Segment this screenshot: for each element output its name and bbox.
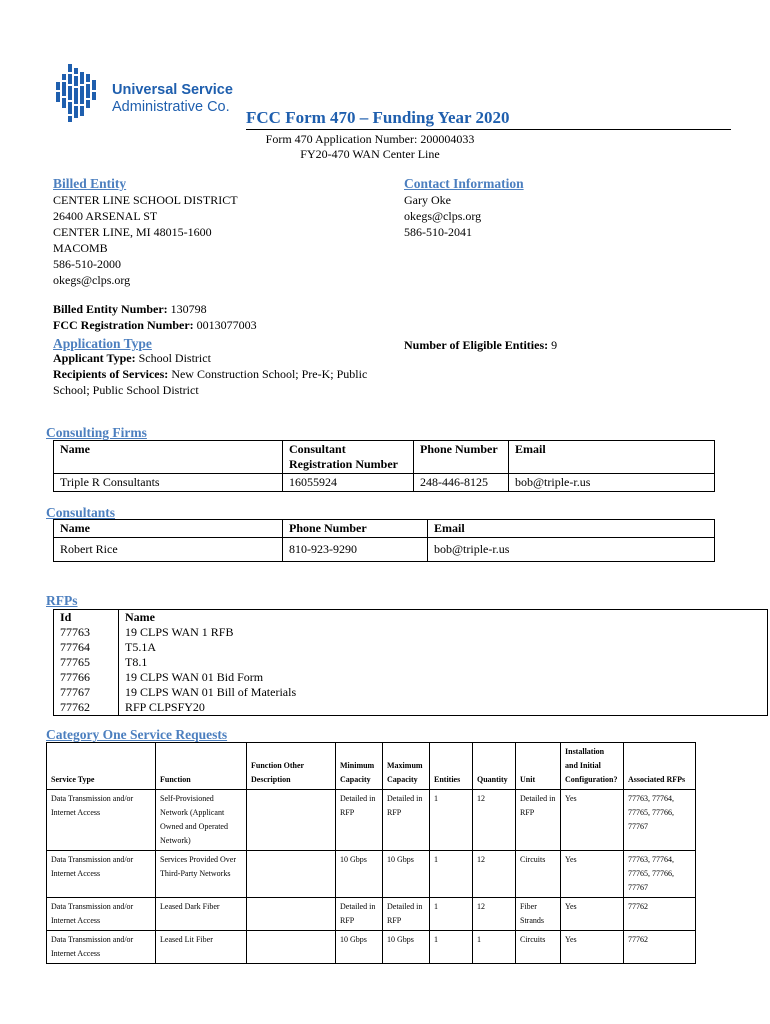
table-cell: Data Transmission and/or Internet Access: [47, 790, 156, 851]
col-header: Installation and Initial Configuration?: [561, 743, 624, 790]
table-cell: 1: [430, 790, 473, 851]
consulting-firms-heading: Consulting Firms: [46, 425, 147, 440]
col-header: Unit: [516, 743, 561, 790]
recipients-label: Recipients of Services:: [53, 367, 169, 381]
billed-entity-line: MACOMB: [53, 241, 108, 255]
table-cell: 10 Gbps: [336, 931, 383, 964]
logo-line-2: Administrative Co.: [112, 99, 230, 115]
billed-entity-line: okegs@clps.org: [53, 273, 131, 287]
table-cell: 16055924: [283, 474, 414, 492]
billed-entity-heading: Billed Entity: [53, 176, 127, 191]
rfp-name: T5.1A: [119, 640, 768, 655]
col-header: Maximum Capacity: [383, 743, 430, 790]
application-type-heading: Application Type: [53, 336, 152, 351]
consulting-firms-table: [53, 440, 715, 492]
table-cell: 1: [430, 931, 473, 964]
table-cell: Leased Dark Fiber: [156, 898, 247, 931]
billed-entity-line: 26400 ARSENAL ST: [53, 209, 158, 223]
table-row: [47, 790, 696, 851]
table-row: [47, 931, 696, 964]
billed-entity-line: 586-510-2000: [53, 257, 121, 271]
table-cell: Yes: [561, 790, 624, 851]
title-divider: [246, 129, 731, 130]
table-cell: 12: [473, 790, 516, 851]
application-number: Form 470 Application Number: 200004033: [265, 132, 475, 146]
billed-entity-block: [53, 192, 238, 288]
col-header: Minimum Capacity: [336, 743, 383, 790]
col-header: Id: [54, 610, 119, 626]
rfps-heading: RFPs: [46, 593, 78, 608]
table-cell: Triple R Consultants: [54, 474, 283, 492]
table-cell: [247, 790, 336, 851]
table-cell: bob@triple-r.us: [428, 538, 715, 562]
billed-entity-line: CENTER LINE, MI 48015-1600: [53, 225, 212, 239]
rfp-id: 77766: [54, 670, 119, 685]
rfp-name: 19 CLPS WAN 1 RFB: [119, 625, 768, 640]
table-cell: 10 Gbps: [383, 851, 430, 898]
rfp-name: RFP CLPSFY20: [119, 700, 768, 716]
billed-entity-line: CENTER LINE SCHOOL DISTRICT: [53, 193, 238, 207]
col-header: Name: [54, 441, 283, 474]
table-cell: 77763, 77764, 77765, 77766, 77767: [624, 790, 696, 851]
col-header: Phone Number: [283, 520, 428, 538]
frn-label: FCC Registration Number:: [53, 318, 194, 332]
usac-logo: [50, 62, 240, 126]
contact-name: Gary Oke: [404, 193, 451, 207]
applicant-type-label: Applicant Type:: [53, 351, 136, 365]
contact-block: [404, 192, 481, 240]
table-cell: Detailed in RFP: [383, 898, 430, 931]
table-cell: Yes: [561, 931, 624, 964]
ben-label: Billed Entity Number:: [53, 302, 168, 316]
table-cell: Services Provided Over Third-Party Networks: [156, 851, 247, 898]
table-cell: 10 Gbps: [383, 931, 430, 964]
table-cell: Self-Provisioned Network (Applicant Owned and Operated Network): [156, 790, 247, 851]
cat1-heading: Category One Service Requests: [46, 727, 228, 742]
rfp-id: 77765: [54, 655, 119, 670]
col-header: Name: [119, 610, 768, 626]
table-cell: Data Transmission and/or Internet Access: [47, 851, 156, 898]
recipients-value-cont: School; Public School District: [53, 383, 199, 397]
table-cell: Robert Rice: [54, 538, 283, 562]
table-cell: 1: [473, 931, 516, 964]
table-cell: 77762: [624, 931, 696, 964]
rfp-id: 77764: [54, 640, 119, 655]
table-cell: 1: [430, 851, 473, 898]
table-cell: 12: [473, 898, 516, 931]
table-row: [54, 538, 715, 562]
table-cell: bob@triple-r.us: [509, 474, 715, 492]
col-header: Email: [509, 441, 715, 474]
table-row: [54, 640, 768, 655]
table-row: [54, 685, 768, 700]
rfp-name: 19 CLPS WAN 01 Bill of Materials: [119, 685, 768, 700]
table-row: [54, 655, 768, 670]
table-cell: Data Transmission and/or Internet Access: [47, 898, 156, 931]
rfp-id: 77762: [54, 700, 119, 716]
table-cell: Leased Lit Fiber: [156, 931, 247, 964]
applicant-type-value: School District: [138, 351, 211, 365]
cat1-table: [46, 742, 696, 964]
rfp-name: T8.1: [119, 655, 768, 670]
table-cell: [247, 898, 336, 931]
usac-logo-mark-icon: [50, 62, 110, 126]
table-cell: 10 Gbps: [336, 851, 383, 898]
table-row: [54, 474, 715, 492]
table-cell: 810-923-9290: [283, 538, 428, 562]
rfp-id: 77763: [54, 625, 119, 640]
table-row: [54, 670, 768, 685]
table-cell: Detailed in RFP: [516, 790, 561, 851]
table-cell: Data Transmission and/or Internet Access: [47, 931, 156, 964]
contact-email: okegs@clps.org: [404, 209, 482, 223]
table-cell: Circuits: [516, 851, 561, 898]
table-row: [47, 898, 696, 931]
col-header: Phone Number: [414, 441, 509, 474]
col-header: Entities: [430, 743, 473, 790]
application-nickname: FY20-470 WAN Center Line: [300, 147, 440, 161]
table-cell: Yes: [561, 851, 624, 898]
table-cell: 77762: [624, 898, 696, 931]
rfp-id: 77767: [54, 685, 119, 700]
table-cell: Detailed in RFP: [336, 898, 383, 931]
table-cell: 248-446-8125: [414, 474, 509, 492]
table-cell: 1: [430, 898, 473, 931]
col-header: Name: [54, 520, 283, 538]
table-cell: Yes: [561, 898, 624, 931]
table-row: [47, 851, 696, 898]
table-cell: Circuits: [516, 931, 561, 964]
logo-line-1: Universal Service: [112, 82, 233, 98]
frn-value: 0013077003: [196, 318, 257, 332]
eligible-entities: [404, 337, 557, 353]
table-cell: Detailed in RFP: [336, 790, 383, 851]
table-cell: Detailed in RFP: [383, 790, 430, 851]
table-cell: 12: [473, 851, 516, 898]
rfps-table: [53, 609, 768, 716]
eligible-entities-value: 9: [551, 338, 558, 352]
application-type-block: [53, 350, 393, 398]
contact-phone: 586-510-2041: [404, 225, 472, 239]
page-title: FCC Form 470 – Funding Year 2020: [246, 108, 510, 127]
col-header: Function Other Description: [247, 743, 336, 790]
col-header: Email: [428, 520, 715, 538]
table-cell: 77763, 77764, 77765, 77766, 77767: [624, 851, 696, 898]
contact-heading: Contact Information: [404, 176, 524, 191]
recipients-value: New Construction School; Pre-K; Public: [171, 367, 368, 381]
table-cell: Fiber Strands: [516, 898, 561, 931]
eligible-entities-label: Number of Eligible Entities:: [404, 338, 549, 352]
col-header: Quantity: [473, 743, 516, 790]
col-header: Function: [156, 743, 247, 790]
table-cell: [247, 931, 336, 964]
entity-numbers: [53, 301, 257, 333]
table-row: [54, 625, 768, 640]
table-row: [54, 700, 768, 716]
col-header: Consultant Registration Number: [283, 441, 414, 474]
col-header: Associated RFPs: [624, 743, 696, 790]
ben-value: 130798: [170, 302, 207, 316]
consultants-heading: Consultants: [46, 505, 116, 520]
consultants-table: [53, 519, 715, 562]
rfp-name: 19 CLPS WAN 01 Bid Form: [119, 670, 768, 685]
col-header: Service Type: [47, 743, 156, 790]
table-cell: [247, 851, 336, 898]
